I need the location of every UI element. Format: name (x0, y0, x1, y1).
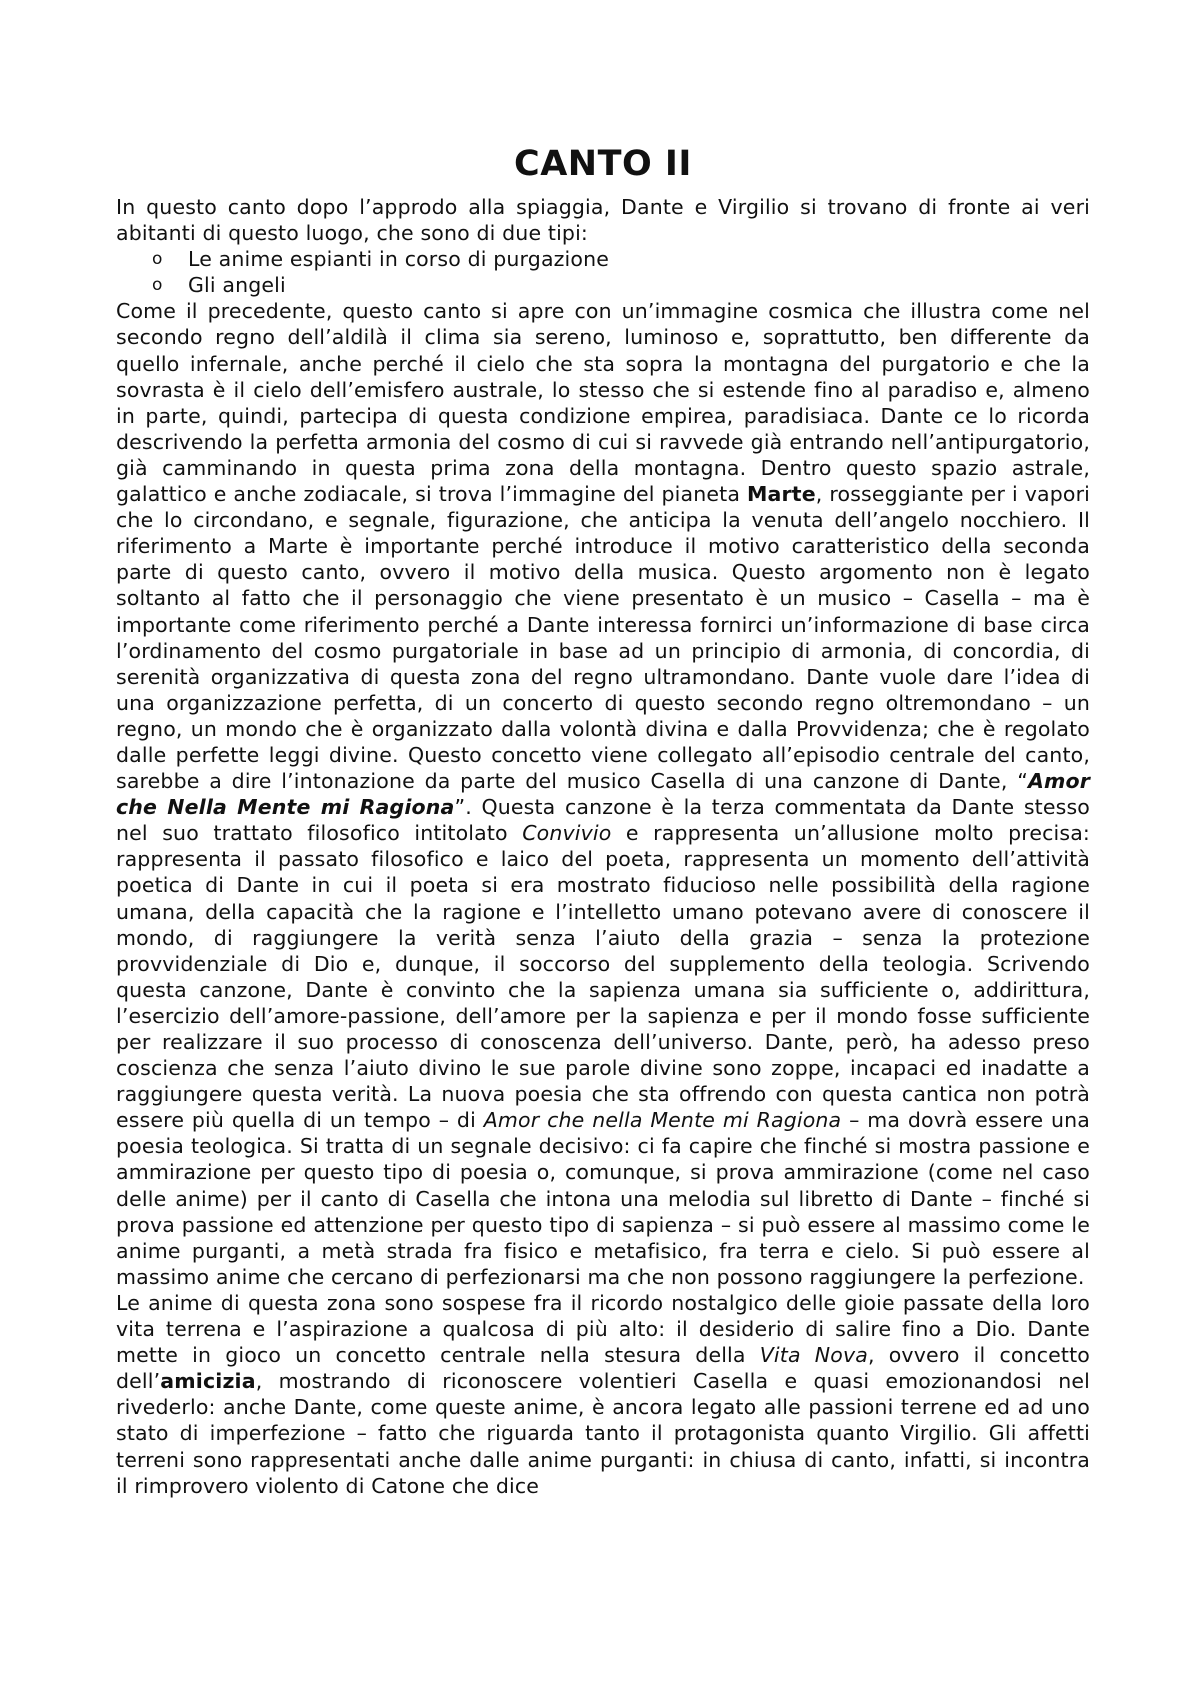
document-content (116, 140, 1090, 1499)
list-item (152, 246, 1090, 272)
song-title: Amor che Nella Mente mi Ragiona (116, 769, 1090, 820)
text-run: Come il precedente, questo canto si apre con un’immagine cosmica che illustra come nel secondo regno dell’aldilà il clima sia sereno, luminoso e, soprattutto, ben differente da quello infernale, anche perché il cielo che sta sopra la montagna del purgatorio e che la sovrasta è il cielo dell’emisfero australe, lo stesso che si estende fino al paradiso e, almeno in parte, quindi, partecipa di questa condizione empirea, paradisiaca. Dante ce lo ricorda descrivendo la perfetta armonia del cosmo di cui si ravvede già entrando nell’antipurgatorio, già camminando in questa prima zona della montagna. Dentro questo spazio astrale, galattico e anche zodiacale, si trova l’immagine del pianeta (116, 299, 1090, 507)
text-run: , rosseggiante per i vapori che lo circondano, e segnale, figurazione, che anticipa la venuta dell’angelo nocchiero. Il riferimento a Marte è importante perché introduce il motivo caratteristico della seconda parte di questo canto, ovvero il motivo della musica. Questo argomento non è legato soltanto al fatto che il personaggio che viene presentato è un musico – Casella – ma è importante come riferimento perché a Dante interessa fornirci un’informazione di base circa l’ordinamento del cosmo purgatoriale in base ad un principio di armonia, di concordia, di serenità organizzativa di questa zona del regno ultramondano. Dante vuole dare l’idea di una organizzazione perfetta, di un concerto di questo secondo regno oltremondano – un regno, un mondo che è organizzato dalla volontà divina e dalla Provvidenza; che è regolato dalle perfette leggi divine. Questo concetto viene collegato all’episodio centrale del canto, sarebbe a dire l’intonazione da parte del musico Casella di una canzone di Dante, “ (116, 482, 1090, 794)
text-run: , mostrando di riconoscere volentieri Casella e quasi emozionandosi nel rivederlo: anche Dante, come queste anime, è ancora legato alle passioni terrene ed ad uno stato di imperfezione – fatto che riguarda tanto il protagonista quanto Virgilio. Gli affetti terreni sono rappresentati anche dalle anime purganti: in chiusa di canto, infatti, si incontra il rimprovero violento di Catone che dice (116, 1369, 1090, 1498)
text-run: , ovvero il concetto dell’ (116, 1343, 1090, 1394)
list-item-label: Gli angeli (188, 273, 286, 298)
text-run: – ma dovrà essere una poesia teologica. Si tratta di un segnale decisivo: ci fa capire che finché si mostra passione e ammirazione per questo tipo di poesia o, comunque, si prova ammirazione (come nel caso delle anime) per il canto di Casella che intona una melodia sul libretto di Dante – finché si prova passione ed attenzione per questo tipo di sapienza – si può essere al massimo come le anime purganti, a metà strada fra fisico e metafisico, fra terra e cielo. Si può essere al massimo anime che cercano di perfezionarsi ma che non possono raggiungere la perfezione. (116, 1108, 1090, 1289)
body-paragraph-2 (116, 1290, 1090, 1499)
bullet-icon: o (152, 275, 163, 296)
list-item (152, 272, 1090, 298)
text-run: ”. Questa canzone è la terza commentata da Dante stesso nel suo trattato filosofico intitolato (116, 795, 1090, 846)
list-item-label: Le anime espianti in corso di purgazione (188, 247, 610, 272)
types-list (116, 246, 1090, 298)
intro-paragraph: In questo canto dopo l’approdo alla spiaggia, Dante e Virgilio si trovano di fronte ai veri abitanti di questo luogo, che sono di due tipi: (116, 195, 1090, 246)
body-paragraph-1 (116, 298, 1090, 1290)
text-run: Le anime di questa zona sono sospese fra il ricordo nostalgico delle gioie passate della loro vita terrena e l’aspirazione a qualcosa di più alto: il desiderio di salire fino a Dio. Dante mette in gioco un concetto centrale nella stesura della (116, 1290, 1090, 1368)
work-title-convivio: Convivio (522, 821, 612, 846)
page-title: CANTO II (514, 144, 692, 184)
bullet-icon: o (152, 249, 163, 270)
song-title-italic: Amor che nella Mente mi Ragiona (483, 1108, 842, 1133)
bold-term-amicizia: amicizia (160, 1369, 256, 1394)
work-title-vita-nova: Vita Nova (759, 1343, 868, 1368)
bold-term-marte: Marte (746, 482, 816, 507)
text-run: e rappresenta un’allusione molto precisa: rappresenta il passato filosofico e laico del poeta, rappresenta un momento dell’attività poetica di Dante in cui il poeta si era mostrato fiducioso nelle possibilità della ragione umana, della capacità che la ragione e l’intelletto umano potevano avere di conoscere il mondo, di raggiungere la verità senza l’aiuto della grazia – senza la protezione provvidenziale di Dio e, dunque, il soccorso del supplemento della teologia. Scrivendo questa canzone, Dante è convinto che la sapienza umana sia sufficiente o, addirittura, l’esercizio dell’amore-passione, dell’amore per la sapienza e per il mondo fosse sufficiente per realizzare il suo processo di conoscenza dell’universo. Dante, però, ha adesso preso coscienza che senza l’aiuto divino le sue parole divine sono zoppe, incapaci ed inadatte a raggiungere questa verità. La nuova poesia che sta offrendo con questa cantica non potrà essere più quella di un tempo – di (116, 821, 1090, 1133)
